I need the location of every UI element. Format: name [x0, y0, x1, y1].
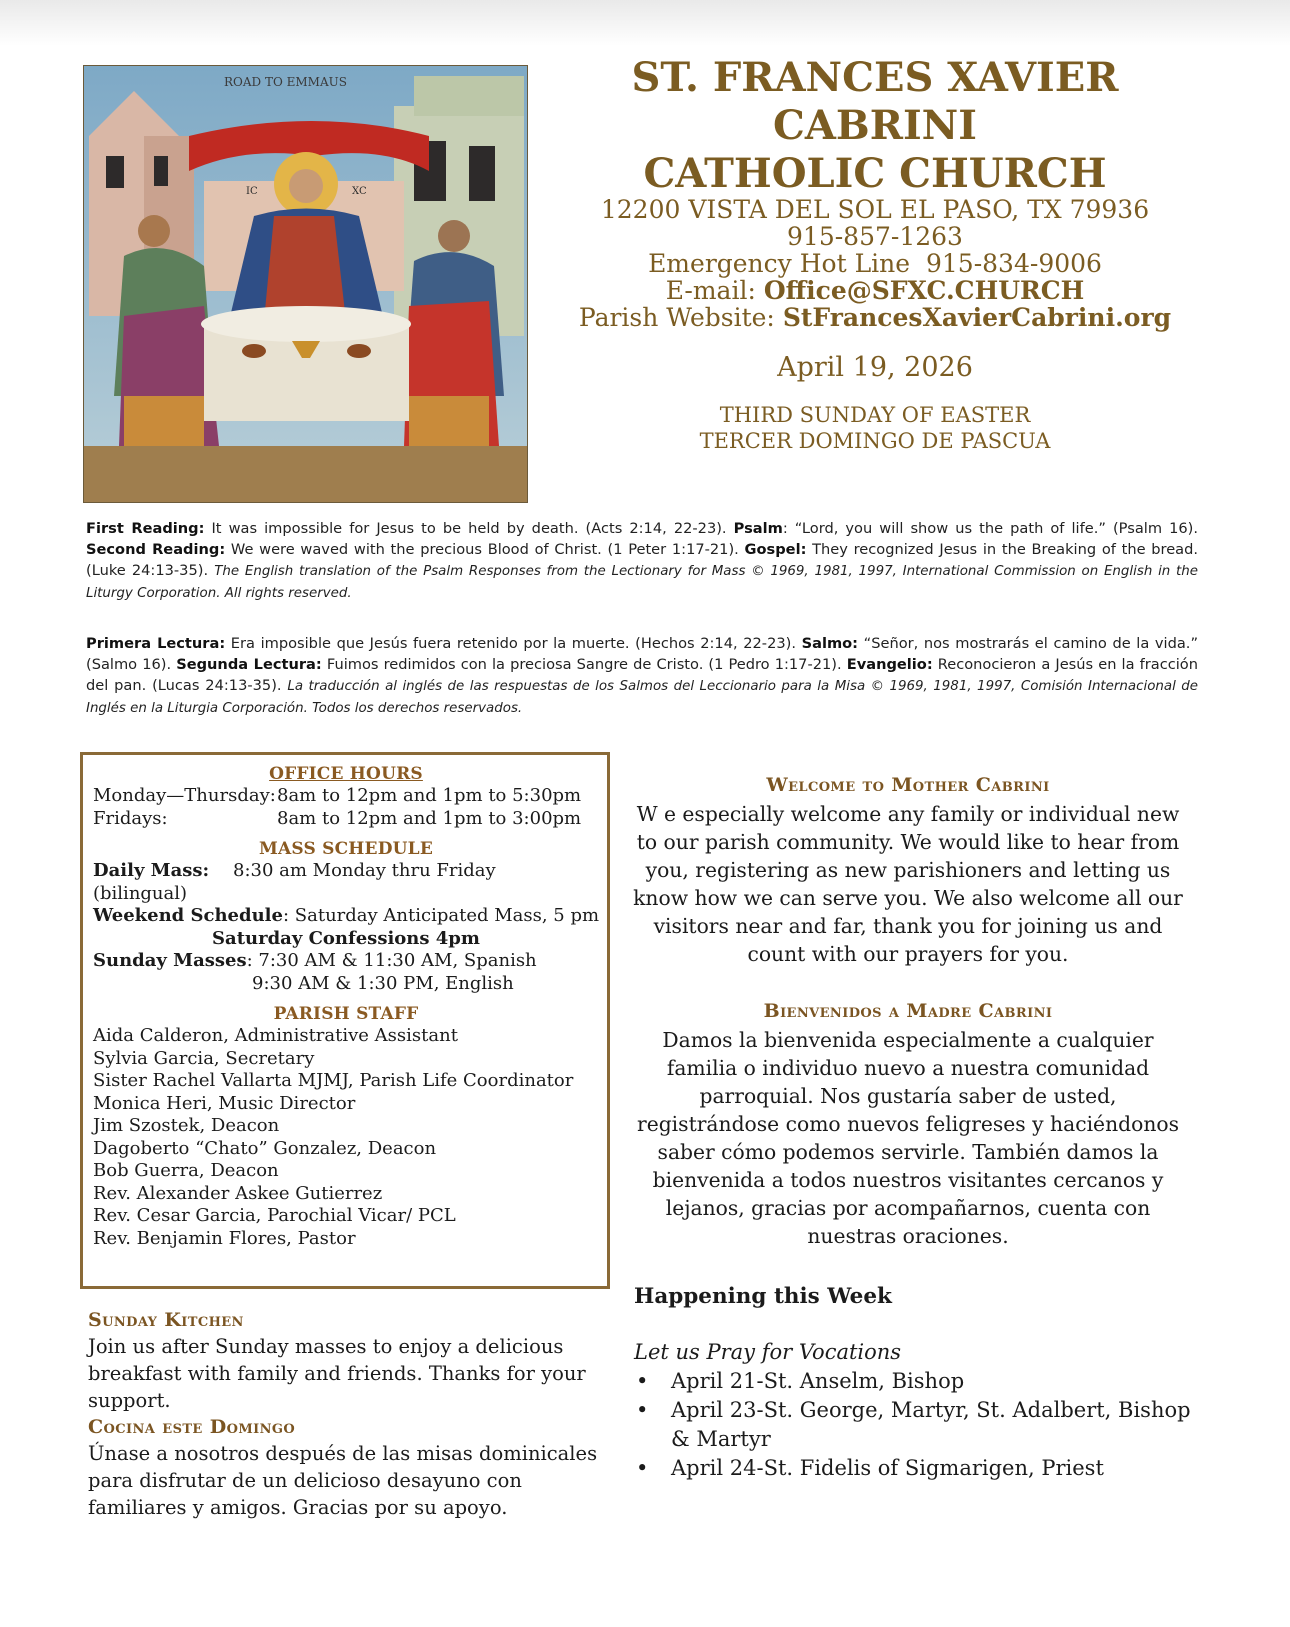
welcome-title-es: Bienvenidos a Madre Cabrini: [763, 1000, 1053, 1022]
list-item: • April 21-St. Anselm, Bishop: [634, 1367, 1194, 1396]
segunda-lectura-label: Segunda Lectura:: [176, 656, 322, 673]
office-hours-day: Monday—Thursday:: [93, 785, 276, 806]
staff-member: Rev. Cesar Garcia, Parochial Vicar/ PCL: [93, 1205, 456, 1226]
readings-spanish: [86, 633, 1198, 719]
mass-schedule-title: MASS SCHEDULE: [258, 839, 433, 859]
psalm-text: : “Lord, you will show us the path of life.” (Psalm 16).: [782, 520, 1198, 537]
sunday-kitchen: [88, 1307, 608, 1521]
liturgy-es: TERCER DOMINGO DE PASCUA: [699, 429, 1051, 453]
daily-mass-label: Daily Mass:: [93, 860, 210, 881]
sunday-label: Sunday Masses: [93, 950, 247, 971]
welcome-title-en: Welcome to Mother Cabrini: [766, 774, 1050, 796]
staff-member: Sister Rachel Vallarta MJMJ, Parish Life Coordinator: [93, 1070, 574, 1091]
icon-caption: ROAD TO EMMAUS: [224, 75, 347, 89]
evangelio-text: Reconocieron a Jesús en la fracción del pan. (Lucas 24:13-35).: [86, 656, 1198, 694]
liturgical-day: [545, 402, 1205, 454]
daily-mass-time: 8:30 am Monday thru Friday: [233, 860, 496, 881]
church-name-line1: ST. FRANCES XAVIER CABRINI: [631, 54, 1119, 149]
parish-staff-title: PARISH STAFF: [273, 1004, 419, 1024]
psalm-label: Psalm: [733, 520, 783, 537]
welcome-english: [630, 772, 1186, 968]
contact-block: [545, 196, 1205, 331]
gospel-label: Gospel:: [744, 541, 807, 558]
staff-member: Jim Szostek, Deacon: [93, 1115, 280, 1136]
happening-this-week: [634, 1282, 1194, 1483]
church-name-line2: CATHOLIC CHURCH: [643, 150, 1107, 197]
happening-subtitle: Let us Pray for Vocations: [634, 1340, 902, 1364]
readings-copyright: The English translation of the Psalm Responses from the Lectionary for Mass © 1969, 1981, 1997, International Commission on English in the Liturgy Corporation. All rights reserved.: [86, 564, 1198, 601]
road-to-emmaus-icon-image: [83, 65, 528, 503]
website-label: Parish Website:: [578, 303, 775, 332]
staff-member: Dagoberto “Chato” Gonzalez, Deacon: [93, 1137, 437, 1159]
hotline: [545, 250, 1205, 277]
confessions: Saturday Confessions 4pm: [212, 927, 480, 949]
staff-member: Rev. Alexander Askee Gutierrez: [93, 1182, 383, 1204]
welcome-text-es: Damos la bienvenida especialmente a cualquier familia o individuo nuevo a nuestra comunidad parroquial. Nos gustaría saber de usted, registrándose como nuevos feligreses y haciéndonos saber cómo podemos servirle. También damos la bienvenida a todos nuestros visitantes cercanos y lejanos, gracias por acompañarnos, cuenta con nuestras oraciones.: [637, 1028, 1179, 1248]
welcome-spanish: [630, 998, 1186, 1250]
office-hours-time: 8am to 12pm and 1pm to 5:30pm: [277, 785, 582, 806]
second-reading-label: Second Reading:: [86, 541, 226, 558]
staff-member: Monica Heri, Music Director: [93, 1092, 356, 1114]
bulletin-date: April 19, 2026: [777, 352, 973, 383]
icon-ic-letters: IC: [246, 186, 258, 197]
office-hours-title: OFFICE HOURS: [269, 764, 423, 784]
icon-xc-letters: XC: [352, 186, 367, 197]
list-item: • April 24-St. Fidelis of Sigmarigen, Priest: [634, 1454, 1194, 1483]
sunday-text-spanish: : 7:30 AM & 11:30 AM, Spanish: [246, 950, 537, 971]
liturgy-en: THIRD SUNDAY OF EASTER: [719, 403, 1031, 427]
daily-mass-note: (bilingual): [93, 882, 188, 904]
office-hours-time: 8am to 12pm and 1pm to 3:00pm: [277, 807, 582, 829]
salmo-label: Salmo:: [801, 635, 859, 652]
office-hours-day: Fridays:: [93, 807, 168, 829]
address: 12200 VISTA DEL SOL EL PASO, TX 79936: [600, 195, 1150, 224]
salmo-text: “Señor, nos mostrarás el camino de la vida.” (Salmo 16).: [86, 635, 1199, 673]
happening-title: Happening this Week: [634, 1284, 892, 1309]
office-info-box: [80, 752, 610, 1289]
staff-member: Rev. Benjamin Flores, Pastor: [93, 1227, 356, 1249]
website-link[interactable]: StFrancesXavierCabrini.org: [782, 303, 1172, 332]
staff-member: Bob Guerra, Deacon: [93, 1160, 279, 1181]
website-line: [545, 304, 1205, 331]
email-label: E-mail:: [665, 276, 756, 305]
office-hours-row: [93, 808, 599, 831]
second-reading-text: We were waved with the precious Blood of Christ. (1 Peter 1:17-21).: [230, 541, 739, 558]
first-reading-label: First Reading:: [86, 520, 205, 537]
church-name: [545, 54, 1205, 198]
office-hours-row: [93, 785, 599, 808]
kitchen-title-es: Cocina este Domingo: [88, 1416, 296, 1438]
daily-mass-row: [93, 860, 599, 883]
lecturas-copyright: La traducción al inglés de las respuestas de los Salmos del Leccionario para la Misa © 1969, 1981, 1997, Comisión Internacional de Inglés en la Liturgia Corporación. Todos los derechos reservados.: [86, 679, 1199, 716]
staff-member: Sylvia Garcia, Secretary: [93, 1047, 315, 1069]
weekend-text: : Saturday Anticipated Mass, 5 pm: [282, 905, 600, 926]
primera-lectura-text: Era imposible que Jesús fuera retenido por la muerte. (Hechos 2:14, 22-23).: [230, 635, 796, 652]
hotline-number: 915-834-9006: [925, 249, 1102, 278]
phone: 915-857-1263: [787, 222, 963, 251]
weekend-label: Weekend Schedule: [93, 905, 283, 926]
list-item: • April 23-St. George, Martyr, St. Adalbert, Bishop & Martyr: [634, 1396, 1194, 1454]
email-link[interactable]: Office@SFXC.CHURCH: [763, 276, 1085, 305]
evangelio-label: Evangelio:: [846, 656, 933, 673]
staff-member: Aida Calderon, Administrative Assistant: [93, 1025, 458, 1046]
welcome-text-en: W e especially welcome any family or individual new to our parish community. We would like to hear from you, registering as new parishioners and letting us know how we can serve you. We also welcome all our visitors near and far, thank you for joining us and count with our prayers for you.: [633, 802, 1183, 966]
sunday-text-english: 9:30 AM & 1:30 PM, English: [252, 972, 514, 994]
kitchen-title-en: Sunday Kitchen: [88, 1309, 244, 1331]
kitchen-text-en: Join us after Sunday masses to enjoy a delicious breakfast with family and friends. Thanks for your support.: [88, 1335, 586, 1412]
readings-english: [86, 518, 1198, 604]
sunday-row: [93, 950, 599, 973]
kitchen-text-es: Únase a nosotros después de las misas dominicales para disfrutar de un delicioso desayuno con familiares y amigos. Gracias por su apoyo.: [88, 1442, 598, 1519]
first-reading-text: It was impossible for Jesus to be held by death. (Acts 2:14, 22-23).: [211, 520, 727, 537]
weekend-row: [93, 905, 599, 928]
staff-list: [93, 1025, 599, 1250]
hotline-label: Emergency Hot Line: [648, 249, 911, 278]
gospel-text: They recognized Jesus in the Breaking of the bread. (Luke 24:13-35).: [86, 541, 1199, 579]
vocations-list: [634, 1367, 1194, 1483]
segunda-lectura-text: Fuimos redimidos con la preciosa Sangre de Cristo. (1 Pedro 1:17-21).: [326, 656, 842, 673]
email-line: [545, 277, 1205, 304]
primera-lectura-label: Primera Lectura:: [86, 635, 226, 652]
